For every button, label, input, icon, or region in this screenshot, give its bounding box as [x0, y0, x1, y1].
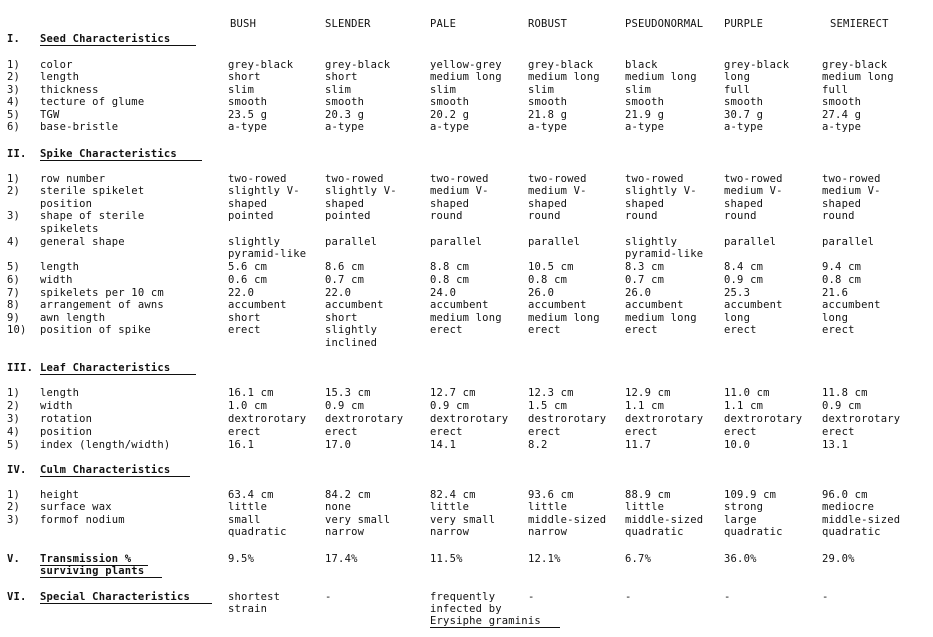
cell-value: -	[625, 591, 632, 603]
cell-value: accumbent	[430, 299, 489, 311]
cell-value: 11.8 cm	[822, 387, 868, 399]
cell-value: none	[325, 501, 352, 513]
cell-value: 13.1	[822, 439, 849, 451]
row-number: 7)	[7, 287, 21, 299]
cell-value: 36.0%	[724, 553, 757, 565]
row-number: 2)	[7, 501, 21, 513]
cell-value: 30.7 g	[724, 109, 764, 121]
cell-value: little	[430, 501, 470, 513]
row-number: 1)	[7, 387, 21, 399]
cell-value: accumbent	[528, 299, 587, 311]
column-header-purple: PURPLE	[724, 18, 764, 30]
cell-value: shaped	[430, 198, 470, 210]
section-title: Special Characteristics	[40, 591, 190, 603]
cell-value: little	[228, 501, 268, 513]
row-label: formof nodium	[40, 514, 125, 526]
cell-value: 1.1 cm	[724, 400, 764, 412]
row-number: 10)	[7, 324, 27, 336]
row-label: arrangement of awns	[40, 299, 164, 311]
cell-value: 0.9 cm	[325, 400, 365, 412]
cell-value: erect	[325, 426, 358, 438]
row-label: awn length	[40, 312, 106, 324]
row-label: thickness	[40, 84, 99, 96]
row-number: 6)	[7, 274, 21, 286]
cell-value: yellow-grey	[430, 59, 502, 71]
cell-value: erect	[724, 426, 757, 438]
cell-value: smooth	[724, 96, 764, 108]
cell-value: dextrorotary	[822, 413, 901, 425]
cell-value: 0.9 cm	[724, 274, 764, 286]
cell-value: slim	[625, 84, 652, 96]
cell-value: slightly V-	[325, 185, 397, 197]
cell-value: dextrorotary	[228, 413, 307, 425]
cell-value: middle-sized	[528, 514, 607, 526]
section-title-underline	[40, 577, 162, 578]
cell-value: short	[325, 71, 358, 83]
cell-value: accumbent	[325, 299, 384, 311]
cell-value: accumbent	[625, 299, 684, 311]
cell-value: pointed	[325, 210, 371, 222]
row-label: height	[40, 489, 80, 501]
row-number: 1)	[7, 173, 21, 185]
cell-value: medium long	[430, 312, 502, 324]
cell-value: round	[430, 210, 463, 222]
cell-value: erect	[822, 324, 855, 336]
cell-value: very small	[325, 514, 391, 526]
cell-value: quadratic	[625, 526, 684, 538]
column-header-robust: ROBUST	[528, 18, 568, 30]
cell-value: shaped	[625, 198, 665, 210]
cell-value: two-rowed	[724, 173, 783, 185]
cell-value: accumbent	[724, 299, 783, 311]
cell-value: 22.0	[325, 287, 352, 299]
cell-value: erect	[430, 324, 463, 336]
cell-value: little	[528, 501, 568, 513]
cell-value: 20.2 g	[430, 109, 470, 121]
cell-value: slightly	[228, 236, 281, 248]
cell-value: pyramid-like	[625, 248, 704, 260]
cell-value: 24.0	[430, 287, 457, 299]
row-label: spikelets per 10 cm	[40, 287, 164, 299]
cell-value: 29.0%	[822, 553, 855, 565]
row-label: base-bristle	[40, 121, 119, 133]
cell-value: round	[724, 210, 757, 222]
cell-value: small	[228, 514, 261, 526]
cell-value: a-type	[822, 121, 862, 133]
cell-value: medium V-	[822, 185, 881, 197]
cell-value: 0.6 cm	[228, 274, 268, 286]
row-label: position	[40, 426, 93, 438]
cell-value: -	[724, 591, 731, 603]
section-number: I.	[7, 33, 21, 45]
cell-value: slim	[430, 84, 457, 96]
cell-value: accumbent	[228, 299, 287, 311]
cell-value: 21.6	[822, 287, 849, 299]
cell-value: erect	[625, 426, 658, 438]
section-title: Spike Characteristics	[40, 148, 177, 160]
cell-value: smooth	[228, 96, 268, 108]
cell-value: smooth	[325, 96, 365, 108]
row-number: 1)	[7, 489, 21, 501]
cell-value: 11.0 cm	[724, 387, 770, 399]
cell-value: parallel	[430, 236, 483, 248]
row-label: TGW	[40, 109, 60, 121]
cell-value: erect	[625, 324, 658, 336]
cell-value: 8.4 cm	[724, 261, 764, 273]
cell-value: 8.3 cm	[625, 261, 665, 273]
row-label: position	[40, 198, 93, 210]
cell-value: middle-sized	[822, 514, 901, 526]
section-title: Leaf Characteristics	[40, 362, 171, 374]
cell-value: pyramid-like	[228, 248, 307, 260]
cell-value: a-type	[228, 121, 268, 133]
row-label: width	[40, 274, 73, 286]
cell-value: quadratic	[228, 526, 287, 538]
cell-value: medium long	[822, 71, 894, 83]
cell-value: 14.1	[430, 439, 457, 451]
section-number: V.	[7, 553, 21, 565]
row-label: rotation	[40, 413, 93, 425]
row-number: 3)	[7, 210, 21, 222]
row-number: 3)	[7, 84, 21, 96]
cell-value: grey-black	[822, 59, 888, 71]
cell-value: strong	[724, 501, 764, 513]
column-header-slender: SLENDER	[325, 18, 371, 30]
cell-value: smooth	[625, 96, 665, 108]
section-title: Culm Characteristics	[40, 464, 171, 476]
section-title: Seed Characteristics	[40, 33, 171, 45]
section-number: III.	[7, 362, 34, 374]
cell-value: dextrorotary	[625, 413, 704, 425]
section-title: surviving plants	[40, 565, 145, 577]
row-number: 2)	[7, 400, 21, 412]
cell-value: medium long	[625, 71, 697, 83]
column-header-semierect: SEMIERECT	[830, 18, 889, 30]
cell-value: quadratic	[724, 526, 783, 538]
cell-value: shaped	[325, 198, 365, 210]
cell-value: narrow	[528, 526, 568, 538]
cell-value: 12.3 cm	[528, 387, 574, 399]
cell-value: 27.4 g	[822, 109, 862, 121]
row-number: 4)	[7, 96, 21, 108]
cell-value: short	[228, 71, 261, 83]
row-label: length	[40, 261, 80, 273]
cell-value: 21.8 g	[528, 109, 568, 121]
cell-value: 20.3 g	[325, 109, 365, 121]
cell-value: 109.9 cm	[724, 489, 777, 501]
row-label: tecture of glume	[40, 96, 145, 108]
cell-value: pointed	[228, 210, 274, 222]
cell-value: 22.0	[228, 287, 255, 299]
cell-value: little	[625, 501, 665, 513]
cell-value: 0.9 cm	[430, 400, 470, 412]
row-label: shape of sterile	[40, 210, 145, 222]
cell-value: 0.7 cm	[325, 274, 365, 286]
row-number: 4)	[7, 426, 21, 438]
cell-value: a-type	[625, 121, 665, 133]
cell-value: shortest	[228, 591, 281, 603]
cell-value: shaped	[528, 198, 568, 210]
cell-value: 8.2	[528, 439, 548, 451]
cell-value: narrow	[325, 526, 365, 538]
cell-value: slim	[325, 84, 352, 96]
cell-value: mediocre	[822, 501, 875, 513]
cell-value: 93.6 cm	[528, 489, 574, 501]
cell-value: 26.0	[528, 287, 555, 299]
cell-value: dextrorotary	[724, 413, 803, 425]
cell-value: a-type	[325, 121, 365, 133]
cell-value: two-rowed	[228, 173, 287, 185]
cell-value: 84.2 cm	[325, 489, 371, 501]
section-number: II.	[7, 148, 27, 160]
section-title-underline	[40, 603, 212, 604]
section-title: Transmission %	[40, 553, 132, 565]
cell-value: Erysiphe graminis	[430, 615, 541, 627]
cell-value: 26.0	[625, 287, 652, 299]
cell-value: long	[724, 71, 751, 83]
cell-value: round	[528, 210, 561, 222]
column-header-pseudonormal: PSEUDONORMAL	[625, 18, 704, 30]
cell-value: 16.1	[228, 439, 255, 451]
row-number: 3)	[7, 514, 21, 526]
cell-value: 10.0	[724, 439, 751, 451]
cell-value: round	[822, 210, 855, 222]
row-number: 5)	[7, 439, 21, 451]
cell-value: accumbent	[822, 299, 881, 311]
cell-value: black	[625, 59, 658, 71]
cell-value: 12.9 cm	[625, 387, 671, 399]
cell-value: 0.8 cm	[528, 274, 568, 286]
cell-value: 0.8 cm	[822, 274, 862, 286]
section-title-underline	[40, 374, 196, 375]
cell-value: slim	[228, 84, 255, 96]
row-number: 3)	[7, 413, 21, 425]
cell-value: full	[724, 84, 751, 96]
section-title-underline	[40, 45, 196, 46]
cell-value: medium long	[528, 71, 600, 83]
cell-value: smooth	[430, 96, 470, 108]
cell-value: shaped	[822, 198, 862, 210]
cell-value: 12.1%	[528, 553, 561, 565]
cell-value: 17.0	[325, 439, 352, 451]
cell-value: parallel	[528, 236, 581, 248]
cell-value: medium long	[625, 312, 697, 324]
row-number: 6)	[7, 121, 21, 133]
cell-value: 23.5 g	[228, 109, 268, 121]
cell-value: smooth	[822, 96, 862, 108]
cell-value: 82.4 cm	[430, 489, 476, 501]
row-label: length	[40, 71, 80, 83]
cell-value: two-rowed	[625, 173, 684, 185]
cell-value: 15.3 cm	[325, 387, 371, 399]
cell-value: very small	[430, 514, 496, 526]
cell-value: medium long	[528, 312, 600, 324]
cell-value: a-type	[528, 121, 568, 133]
cell-value: 6.7%	[625, 553, 652, 565]
row-label: surface wax	[40, 501, 112, 513]
cell-value: large	[724, 514, 757, 526]
cell-value: grey-black	[528, 59, 594, 71]
cell-value: -	[325, 591, 332, 603]
cell-value: 96.0 cm	[822, 489, 868, 501]
cell-value: short	[228, 312, 261, 324]
cell-value: inclined	[325, 337, 378, 349]
row-label: position of spike	[40, 324, 151, 336]
cell-value: long	[724, 312, 751, 324]
cell-value: round	[625, 210, 658, 222]
section-number: VI.	[7, 591, 27, 603]
cell-value: grey-black	[724, 59, 790, 71]
cell-value: medium V-	[528, 185, 587, 197]
cell-value: strain	[228, 603, 268, 615]
cell-value: 10.5 cm	[528, 261, 574, 273]
cell-value: 9.5%	[228, 553, 255, 565]
cell-value: 0.7 cm	[625, 274, 665, 286]
cell-value: destrorotary	[528, 413, 607, 425]
cell-value: slightly V-	[228, 185, 300, 197]
cell-value: grey-black	[325, 59, 391, 71]
row-number: 9)	[7, 312, 21, 324]
cell-value: 8.6 cm	[325, 261, 365, 273]
cell-value: 21.9 g	[625, 109, 665, 121]
cell-value: smooth	[528, 96, 568, 108]
cell-value: 9.4 cm	[822, 261, 862, 273]
row-label: spikelets	[40, 223, 99, 235]
cell-value: slim	[528, 84, 555, 96]
row-label: row number	[40, 173, 106, 185]
section-title-underline	[40, 476, 190, 477]
cell-value: quadratic	[822, 526, 881, 538]
cell-value: medium V-	[724, 185, 783, 197]
cell-value: long	[822, 312, 849, 324]
cell-value: medium long	[430, 71, 502, 83]
cell-value: parallel	[822, 236, 875, 248]
cell-value: shaped	[228, 198, 268, 210]
cell-value: parallel	[724, 236, 777, 248]
cell-value: erect	[430, 426, 463, 438]
cell-value: slightly V-	[625, 185, 697, 197]
cell-value: a-type	[724, 121, 764, 133]
cell-value: middle-sized	[625, 514, 704, 526]
cell-value: a-type	[430, 121, 470, 133]
cell-value: erect	[528, 324, 561, 336]
cell-value: erect	[228, 426, 261, 438]
cell-value: 1.5 cm	[528, 400, 568, 412]
species-underline	[430, 627, 560, 628]
row-number: 8)	[7, 299, 21, 311]
column-header-pale: PALE	[430, 18, 457, 30]
cell-value: -	[822, 591, 829, 603]
cell-value: parallel	[325, 236, 378, 248]
cell-value: slightly	[325, 324, 378, 336]
cell-value: 16.1 cm	[228, 387, 274, 399]
cell-value: erect	[228, 324, 261, 336]
cell-value: dextrorotary	[430, 413, 509, 425]
section-title-underline	[40, 160, 202, 161]
cell-value: slightly	[625, 236, 678, 248]
cell-value: narrow	[430, 526, 470, 538]
row-label: index (length/width)	[40, 439, 171, 451]
cell-value: 0.8 cm	[430, 274, 470, 286]
cell-value: medium V-	[430, 185, 489, 197]
row-number: 5)	[7, 261, 21, 273]
cell-value: two-rowed	[822, 173, 881, 185]
cell-value: 63.4 cm	[228, 489, 274, 501]
row-label: length	[40, 387, 80, 399]
row-label: color	[40, 59, 73, 71]
cell-value: frequently	[430, 591, 496, 603]
cell-value: 5.6 cm	[228, 261, 268, 273]
cell-value: erect	[528, 426, 561, 438]
row-number: 4)	[7, 236, 21, 248]
cell-value: grey-black	[228, 59, 294, 71]
section-number: IV.	[7, 464, 27, 476]
cell-value: 11.5%	[430, 553, 463, 565]
row-number: 2)	[7, 185, 21, 197]
cell-value: 25.3	[724, 287, 751, 299]
cell-value: 17.4%	[325, 553, 358, 565]
cell-value: -	[528, 591, 535, 603]
row-number: 5)	[7, 109, 21, 121]
cell-value: dextrorotary	[325, 413, 404, 425]
cell-value: shaped	[724, 198, 764, 210]
cell-value: two-rowed	[528, 173, 587, 185]
cell-value: 1.1 cm	[625, 400, 665, 412]
row-number: 1)	[7, 59, 21, 71]
cell-value: 88.9 cm	[625, 489, 671, 501]
cell-value: erect	[822, 426, 855, 438]
cell-value: short	[325, 312, 358, 324]
cell-value: 1.0 cm	[228, 400, 268, 412]
cell-value: two-rowed	[325, 173, 384, 185]
cell-value: 0.9 cm	[822, 400, 862, 412]
cell-value: 8.8 cm	[430, 261, 470, 273]
row-label: general shape	[40, 236, 125, 248]
cell-value: erect	[724, 324, 757, 336]
cell-value: infected by	[430, 603, 502, 615]
cell-value: 12.7 cm	[430, 387, 476, 399]
cell-value: two-rowed	[430, 173, 489, 185]
row-label: sterile spikelet	[40, 185, 145, 197]
row-number: 2)	[7, 71, 21, 83]
cell-value: 11.7	[625, 439, 652, 451]
column-header-bush: BUSH	[230, 18, 257, 30]
cell-value: full	[822, 84, 849, 96]
row-label: width	[40, 400, 73, 412]
